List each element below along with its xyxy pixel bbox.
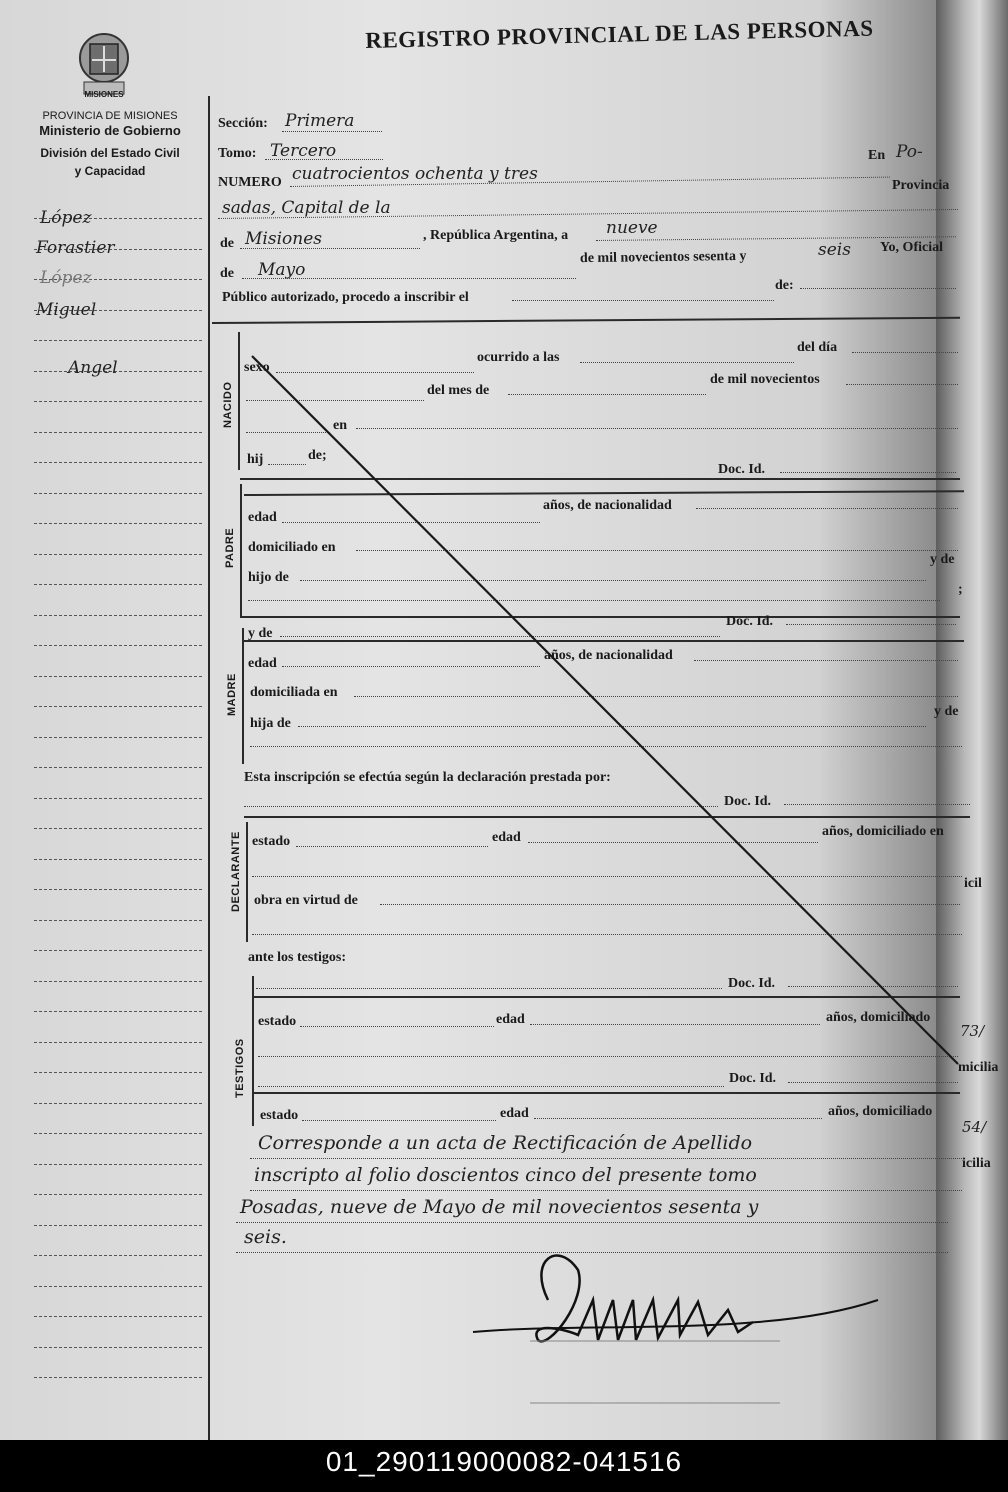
testigo2-edad-label: edad bbox=[500, 1106, 529, 1121]
madre-hija-label: hija de bbox=[250, 716, 291, 731]
testigo2-doc-label: Doc. Id. bbox=[729, 1071, 777, 1086]
de2-value: Mayo bbox=[258, 260, 306, 280]
padre-edad-label: edad bbox=[248, 510, 277, 525]
madre-edad-label: edad bbox=[248, 656, 277, 671]
de-label: de bbox=[220, 236, 234, 251]
official-stamp-faded bbox=[530, 1340, 780, 1404]
madre-section-label: MADRE bbox=[226, 673, 238, 716]
numero-label: NUMERO bbox=[218, 175, 282, 190]
declarante-obra-label: obra en virtud de bbox=[254, 893, 358, 908]
madre-y-de-label: y de bbox=[248, 626, 273, 641]
declarante-edad-label: edad bbox=[492, 830, 521, 845]
file-code: 01_290119000082-041516 bbox=[325, 1446, 683, 1477]
tomo-value: Tercero bbox=[270, 141, 337, 161]
mil-value: seis bbox=[818, 240, 851, 260]
republica-label: , República Argentina, a bbox=[423, 228, 569, 243]
padre-domicilio-label: domiciliado en bbox=[248, 540, 336, 555]
declarante-domicilio-label: años, domiciliado en bbox=[822, 824, 944, 839]
seccion-label: Sección: bbox=[218, 116, 268, 131]
testigo1-doc-label: Doc. Id. bbox=[728, 976, 776, 991]
de-value: Misiones bbox=[245, 229, 322, 249]
margin-name-5: Angel bbox=[68, 358, 118, 378]
publico-label: Público autorizado, procedo a inscribir el bbox=[222, 290, 469, 305]
de3-label: de: bbox=[775, 278, 794, 293]
hij-de-label: de; bbox=[308, 448, 327, 463]
edge-fragment-1: icil bbox=[964, 876, 982, 891]
ocurrido-label: ocurrido a las bbox=[477, 350, 560, 365]
en-label-nacido: en bbox=[333, 418, 347, 433]
hij-label: hij bbox=[247, 452, 264, 467]
padre-y-de-label: y de bbox=[930, 552, 955, 567]
nacido-section-label: NACIDO bbox=[222, 381, 234, 428]
mil-label: de mil novecientos sesenta y bbox=[579, 248, 747, 267]
seccion-value: Primera bbox=[285, 111, 355, 131]
mil-novecientos-label: de mil novecientos bbox=[710, 372, 820, 387]
testigo1-domicilio-label: años, domiciliado bbox=[826, 1010, 931, 1025]
annotation-line-1: Corresponde a un acta de Rectificación de Apellido bbox=[258, 1132, 753, 1154]
edge-fragment-2: micilia bbox=[958, 1060, 999, 1075]
division-name: División del Estado Civil bbox=[40, 146, 180, 160]
testigo1-estado-label: estado bbox=[258, 1014, 297, 1029]
padre-nacionalidad-label: años, de nacionalidad bbox=[543, 498, 672, 513]
testigo2-estado-label: estado bbox=[260, 1108, 299, 1123]
republica-value: nueve bbox=[606, 218, 658, 238]
edge-fragment-3: icilia bbox=[962, 1156, 991, 1171]
madre-domicilio-label: domiciliada en bbox=[250, 685, 338, 700]
en-value: Po- bbox=[896, 142, 923, 162]
line3-value: sadas, Capital de la bbox=[222, 198, 391, 218]
annotation-line-3: Posadas, nueve de Mayo de mil novecientos sesenta y bbox=[240, 1196, 759, 1218]
testigo2-domicilio-label: años, domiciliado bbox=[828, 1104, 933, 1119]
margin-name-2: Forastier bbox=[36, 238, 115, 258]
margin-name-4: Miguel bbox=[36, 300, 97, 320]
oficial-label: Yo, Oficial bbox=[880, 240, 943, 255]
edge-fragment-5: 54/ bbox=[962, 1118, 987, 1136]
edge-fragment-4: 73/ bbox=[960, 1022, 985, 1040]
del-dia-label: del día bbox=[797, 340, 838, 355]
madre-y-de-label-2: y de bbox=[934, 704, 959, 719]
declaracion-doc-label: Doc. Id. bbox=[724, 794, 772, 809]
tomo-label: Tomo: bbox=[218, 146, 257, 161]
padre-doc-label: Doc. Id. bbox=[726, 614, 774, 629]
testigos-section-label: TESTIGOS bbox=[234, 1038, 246, 1098]
division-name-2: y Capacidad bbox=[74, 164, 146, 178]
del-mes-label: del mes de bbox=[427, 383, 490, 398]
testigo1-edad-label: edad bbox=[496, 1012, 525, 1027]
padre-hijo-label: hijo de bbox=[248, 570, 289, 585]
annotation-line-2: inscripto al folio doscientos cinco del presente tomo bbox=[254, 1164, 757, 1186]
provincia-label: Provincia bbox=[892, 178, 950, 193]
en-label: En bbox=[868, 148, 886, 163]
document-title: REGISTRO PROVINCIAL DE LAS PERSONAS bbox=[365, 15, 874, 53]
declaracion-text: Esta inscripción se efectúa según la declaración prestada por: bbox=[244, 770, 611, 785]
declarante-estado-label: estado bbox=[252, 834, 291, 849]
madre-nacionalidad-label: años, de nacionalidad bbox=[544, 648, 673, 663]
testigos-ante-label: ante los testigos: bbox=[248, 950, 346, 965]
ministry-name: Ministerio de Gobierno bbox=[39, 123, 181, 138]
declarante-section-label: DECLARANTE bbox=[230, 831, 242, 912]
seal-label: MISIONES bbox=[84, 90, 124, 99]
province-name: PROVINCIA DE MISIONES bbox=[42, 110, 178, 122]
padre-semicolon: ; bbox=[958, 582, 963, 597]
annotation-line-4: seis. bbox=[244, 1226, 287, 1248]
nacido-doc-label: Doc. Id. bbox=[718, 462, 766, 477]
margin-name-3: López bbox=[40, 268, 92, 288]
de2-label: de bbox=[220, 266, 234, 281]
margin-name-1: López bbox=[40, 208, 92, 228]
numero-value: cuatrocientos ochenta y tres bbox=[292, 164, 538, 184]
padre-section-label: PADRE bbox=[224, 527, 236, 568]
sexo-label: sexo bbox=[244, 360, 270, 375]
